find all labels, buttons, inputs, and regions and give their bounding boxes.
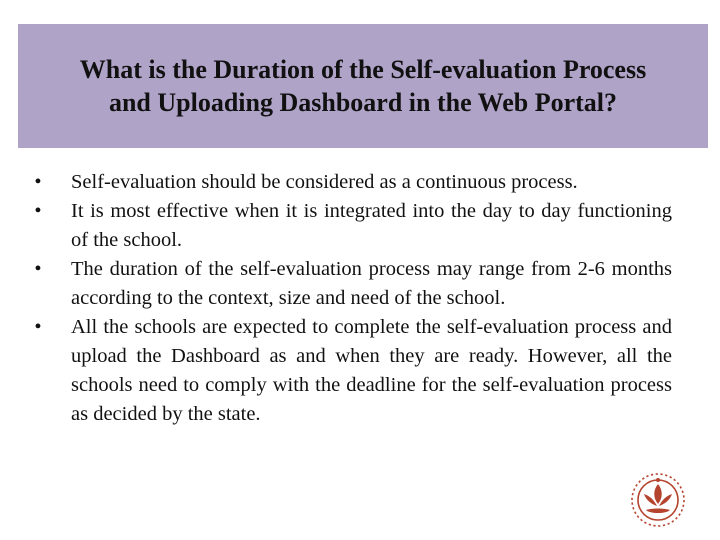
- bullet-item: [28, 197, 672, 255]
- emblem-logo-icon: [622, 466, 694, 530]
- bullet-icon: •: [34, 171, 42, 193]
- bullet-list: [28, 168, 672, 429]
- bullet-icon: •: [34, 258, 42, 280]
- bullet-item: [28, 255, 672, 313]
- bullet-icon: •: [34, 316, 42, 338]
- bullet-item: [28, 313, 672, 429]
- title-band: [18, 24, 708, 148]
- bullet-text: All the schools are expected to complete the self-evaluation process and upload the Dashboard as and when they are ready. However, all the schools need to comply with the deadline for the self-evaluation process as decided by the state.: [71, 316, 672, 425]
- slide-title: [80, 53, 646, 119]
- bullet-text: It is most effective when it is integrated into the day to day functioning of the school.: [71, 200, 672, 251]
- bullet-text: The duration of the self-evaluation process may range from 2-6 months according to the context, size and need of the school.: [71, 258, 672, 309]
- bullet-icon: •: [34, 200, 42, 222]
- bullet-item: [28, 168, 672, 197]
- bullet-text: Self-evaluation should be considered as a continuous process.: [71, 171, 578, 193]
- slide-title-line-1: What is the Duration of the Self-evaluation Process: [79, 55, 647, 84]
- slide-title-line-2: and Uploading Dashboard in the Web Portal?: [108, 88, 618, 117]
